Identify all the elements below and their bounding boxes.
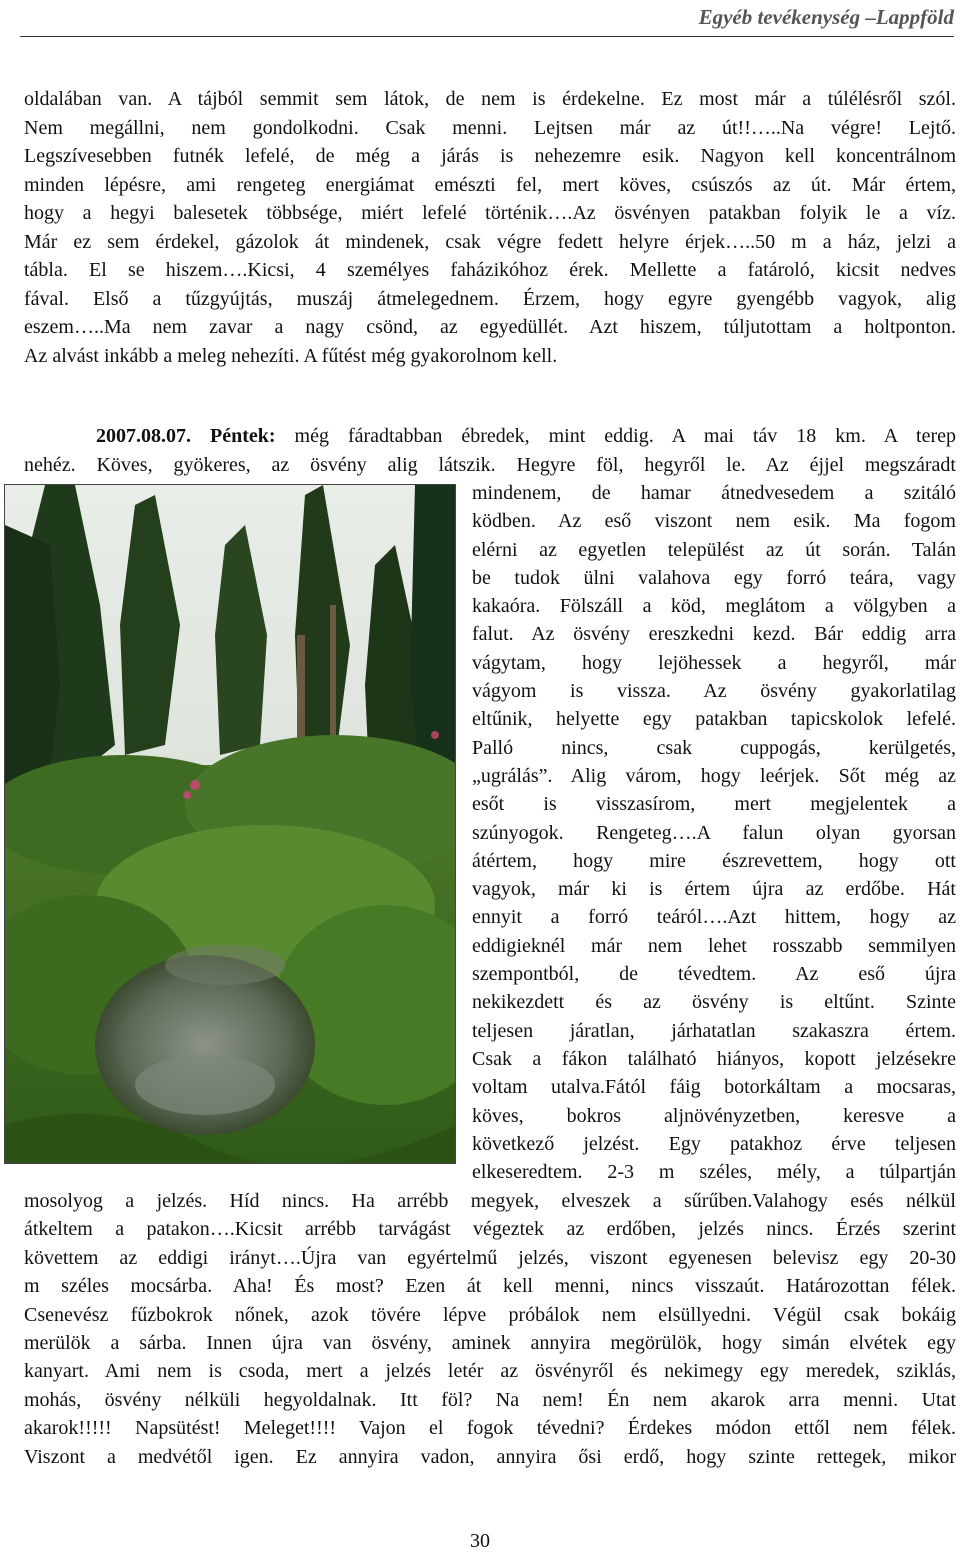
running-header (20, 4, 954, 37)
text-line: követtem az eddigi irányt….Újra van egyértelmű jelzés, viszont egyenesen belevisz egy 20-30 (24, 1246, 956, 1269)
text-line: eddigieknél már nem lehet rosszabb semmilyen (472, 934, 956, 957)
top-paragraph (24, 85, 956, 370)
entry-text: még fáradtabban ébredek, mint eddig. A mai táv 18 km. A terep (275, 425, 957, 447)
wrapped-text-column (472, 479, 956, 1186)
text-line: vágytam, hogy lejöhessek a hegyről, már (472, 651, 956, 674)
text-line: voltam utalva.Fától fáig botorkáltam a mocsaras, (472, 1076, 956, 1099)
entry-paragraph (24, 422, 956, 479)
text-line: ködben. Az eső viszont nem esik. Ma fogom (472, 510, 956, 533)
text-line: vágyom is vissza. Az ösvény gyakorlatilag (472, 680, 956, 703)
text-line: átkeltem a patakon….Kicsit arrébb tarvágást végeztek az erdőben, jelzés nincs. Érzés szerint (24, 1218, 956, 1241)
text-line: kanyart. Ami nem is csoda, mert a jelzés letér az ösvényről és nekimegy egy meredek, sziklás, (24, 1360, 956, 1383)
text-line: tábla. El se hiszem….Kicsi, 4 személyes faházikóhoz érek. Mellette a fatároló, kicsit nedves (24, 259, 956, 281)
forest-swamp-photo (4, 484, 456, 1164)
page-number: 30 (470, 1530, 490, 1552)
text-line: Palló nincs, csak cuppogás, kerülgetés, (472, 736, 956, 759)
text-line: Csenevész fűzbokrok nőnek, azok tövére lépve próbálok nem elsüllyedni. Végül csak bokáig (24, 1303, 956, 1326)
entry-date: 2007.08.07. (96, 425, 191, 447)
text-line: teljesen járatlan, járhatatlan szakaszra értem. (472, 1019, 956, 1042)
text-line: szempontból, de tévedtem. Az eső újra (472, 963, 956, 986)
text-line: minden lépésre, ami rengeteg energiámat emészti fel, mert köves, csúszós az út. Már értem, (24, 173, 956, 196)
text-line: mosolyog a jelzés. Híd nincs. Ha arrébb megyek, elveszek a sűrűben.Valahogy esés nélkül (24, 1190, 956, 1212)
text-line: következő jelzést. Egy patakhoz érve teljesen (472, 1132, 956, 1155)
text-line: eszem…..Ma nem zavar a nagy csönd, az egyedüllét. Azt hiszem, túljutottam a holtponton. (24, 316, 956, 338)
entry-heading-line (24, 422, 956, 451)
text-line: oldalában van. A tájból semmit sem látok, de nem is érdekelne. Ez most már a túlélésről szól. (24, 88, 956, 110)
text-line: falut. Az ösvény ereszkedni kezd. Bár eddig arra (472, 623, 956, 646)
text-line: Legszívesebben futnék lefelé, de még a járás is nehezemre esik. Nagyon kell koncentrálnom (24, 145, 956, 167)
text-line: Az alvást inkább a meleg nehezíti. A fűtést még gyakorolnom kell. (24, 344, 558, 367)
text-line: m széles mocsárba. Aha! És most? Ezen át kell menni, nincs visszaút. Határozottan félek. (24, 1275, 956, 1298)
text-line: „ugrálás”. Alig várom, hogy leérjek. Sőt még az (472, 764, 956, 787)
text-line: Csak a fákon található hiányos, kopott jelzésekre (472, 1047, 956, 1070)
text-line: akarok!!!!! Napsütést! Meleget!!!! Vajon el fogok tévedni? Érdekes módon ettől nem félek. (24, 1417, 956, 1440)
text-line: fával. Első a tűzgyújtás, muszáj átmelegednem. Érzem, hogy egyre gyengébb vagyok, alig (24, 287, 956, 310)
text-line: eltűnik, helyette egy patakban tapicskolok lefelé. (472, 708, 956, 731)
text-line: köves, bokros aljnövényzetben, keresve a (472, 1104, 956, 1127)
text-line: hogy a hegyi balesetek többsége, miért lefelé történik….Az ösvényen patakban folyik le a víz. (24, 202, 956, 224)
text-line: Már ez sem érdekel, gázolok át mindenek, csak végre fedett helyre érjek…..50 m a ház, jelzi a (24, 230, 956, 253)
text-line: mindenem, de hamar átnedvesedem a szitáló (472, 482, 956, 504)
text-line: merülök a sárba. Innen újra van ösvény, aminek annyira megörülök, hogy simán elvétek egy (24, 1332, 956, 1355)
text-line: nekikezdett és az ösvény is eltűnt. Szinte (472, 991, 956, 1014)
full-width-paragraph (24, 1187, 956, 1471)
text-line: esőt is visszasírom, mert megjelentek a (472, 793, 956, 816)
text-line: be tudok ülni valahova egy forró teára, vagy (472, 566, 956, 589)
text-line: Viszont a medvétől igen. Ez annyira vadon, annyira ősi erdő, hogy szinte rettegek, mikor (24, 1445, 956, 1468)
running-title: Egyéb tevékenység –Lappföld (698, 5, 954, 29)
text-line: vagyok, már ki is értem újra az erdőbe. Hát (472, 878, 956, 901)
text-line: kakaóra. Fölszáll a köd, meglátom a völgyben a (472, 595, 956, 618)
text-line: mohás, ösvény nélküli hegyoldalnak. Itt föl? Na nem! Én nem akarok arra menni. Utat (24, 1388, 956, 1411)
text-line: nehéz. Köves, gyökeres, az ösvény alig látszik. Hegyre föl, hegyről le. Az éjjel megszáradt (24, 453, 956, 476)
text-line: elkeseredtem. 2-3 m széles, mély, a túlpartján (472, 1161, 956, 1184)
entry-day: Péntek: (210, 425, 276, 447)
text-line: átértem, hogy mire észrevettem, hogy ott (472, 849, 956, 872)
text-line: elérni az egyetlen települést az út során. Talán (472, 538, 956, 561)
text-line: ennyit a forró teáról….Azt hittem, hogy az (472, 906, 956, 929)
text-line: Nem megállni, nem gondolkodni. Csak menni. Lejtsen már az út!!…..Na végre! Lejtő. (24, 116, 956, 139)
text-line: szúnyogok. Rengeteg….A falun olyan gyorsan (472, 821, 956, 844)
